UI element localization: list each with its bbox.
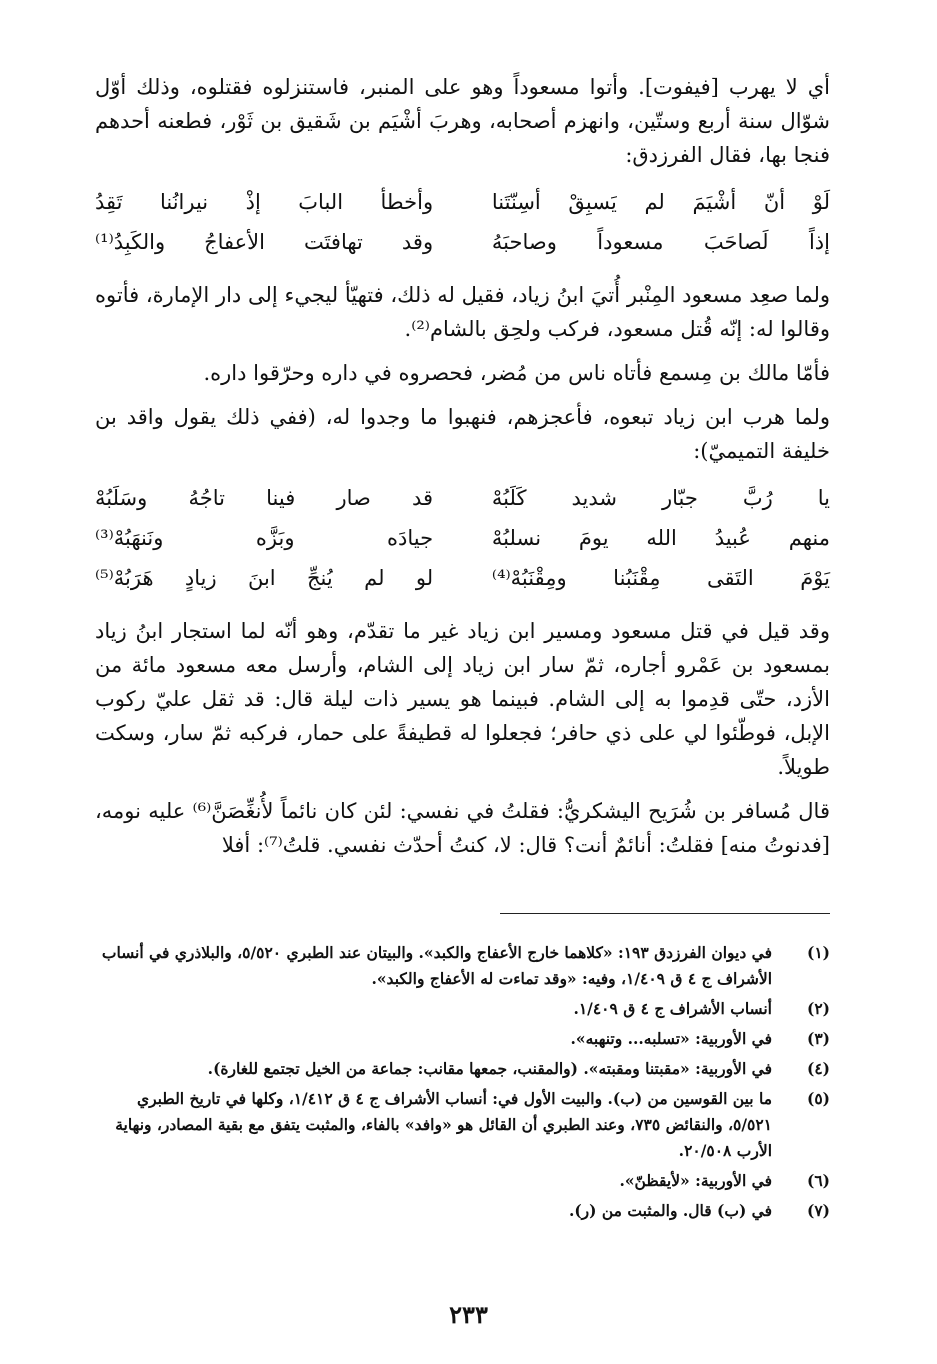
verse-line bbox=[95, 222, 830, 262]
footnote bbox=[95, 1026, 830, 1052]
main-text bbox=[95, 70, 830, 872]
poem-farazdaq bbox=[95, 182, 830, 262]
verse-second-hemistich: قد صار فينا تاجُهُ وسَلَبُهْ bbox=[95, 486, 434, 510]
verse-second-hemistich: لو لم يُنجِّ ابنَ زيادٍ هَرَبُهْ⁽⁵⁾ bbox=[95, 566, 434, 590]
footnote-number: (٦) bbox=[806, 1171, 830, 1190]
verse-line bbox=[95, 478, 830, 518]
paragraph-4: ولما هرب ابن زياد تبعوه، فأعجزهم، فنهبوا ما وجدوا له، (ففي ذلك يقول واقد بن خليفة التميميّ): bbox=[95, 405, 830, 463]
page-number: ٢٣٣ bbox=[449, 1300, 488, 1329]
footnote bbox=[95, 1086, 830, 1164]
footnote-number: (٣) bbox=[806, 1029, 830, 1048]
footnotes bbox=[95, 940, 830, 1228]
paragraph-6: قال مُسافر بن شُرَيح اليشكريُّ: فقلتُ في نفسي: لئن كان نائماً لأُنغِّصَنَّ⁽⁶⁾ عليه نومه، [فدنوتُ منه] فقلتُ: أنائمٌ أنت؟ قال: لا، كنتُ أحدّث نفسي. قلتُ⁽⁷⁾: أفلا bbox=[95, 799, 830, 857]
footnote-number: (٤) bbox=[806, 1059, 830, 1078]
footnote-number: (٥) bbox=[806, 1089, 830, 1108]
verse-first-hemistich: يا رُبَّ جبّار شديد كَلَبُهْ bbox=[491, 486, 830, 510]
footnote-text: في الأوربية: «تسلبه... وتنهبه». bbox=[570, 1029, 772, 1048]
footnote bbox=[95, 1168, 830, 1194]
footnote-number: (٧) bbox=[806, 1201, 830, 1220]
verse-second-hemistich: وأخطأ البابَ إذْ نيرانُنا تَقِدُ bbox=[95, 190, 434, 214]
footnote-divider bbox=[500, 913, 830, 914]
paragraph-3: فأمّا مالك بن مِسمع فأتاه ناس من مُضر، فحصروه في داره وحرّقوا داره. bbox=[203, 361, 830, 385]
footnote bbox=[95, 1056, 830, 1082]
verse-first-hemistich: منهم عُبيدُ الله يومَ نسلبُهْ bbox=[491, 526, 830, 550]
verse-first-hemistich: إذاً لَصاحَبَ مسعوداً وصاحبَهُ bbox=[491, 230, 830, 254]
footnote-text: في ديوان الفرزدق ١٩٣: «كلاهما خارج الأعفاج والكبد». والبيتان عند الطبري ٥/٥٢٠، والبلاذري في أنساب الأشراف ج ٤ ق ١/٤٠٩، وفيه: «وقد تماءت له الأعفاج والكبد». bbox=[101, 943, 772, 988]
footnote-number: (٢) bbox=[806, 999, 830, 1018]
verse-line bbox=[95, 518, 830, 558]
verse-line bbox=[95, 182, 830, 222]
verse-second-hemistich: جيادَه وبَزَّه ونَنهَبُهْ⁽³⁾ bbox=[95, 526, 434, 550]
footnote bbox=[95, 996, 830, 1022]
footnote-text: في (ب) قال. والمثبت من (ر). bbox=[568, 1201, 772, 1220]
poem-waqid bbox=[95, 478, 830, 598]
footnote-text: ما بين القوسين من (ب). والبيت الأول في: أنساب الأشراف ج ٤ ق ١/٤١٢، وكلها في تاريخ الطبري ٥/٥٢١، والنقائض ٧٣٥، وعند الطبري أن القائل هو «وافد» بالفاء، والمثبت يتفق مع بقية المصادر، ونهاية الأرب ٢٠/٥٠٨. bbox=[115, 1089, 772, 1160]
verse-first-hemistich: يَوْمَ التَقى مِقْنَبُنا ومِقْنَبُهْ⁽⁴⁾ bbox=[491, 566, 830, 590]
footnote bbox=[95, 940, 830, 992]
paragraph-5: وقد قيل في قتل مسعود ومسير ابن زياد غير ما تقدّم، وهو أنّه لما استجار ابنُ زياد بمسعود بن عَمْرو أجاره، ثمّ سار ابن زياد إلى الشام، وأرسل معه مسعود مائة من الأزد، حتّى قدِموا به إلى الشام. فبينما هو يسير ذات ليلة قال: قد ثقل عليّ ركوب الإبل، فوطّئوا لي على ذي حافر؛ فجعلوا له قطيفةً على حمار، فركبه ثمّ سار، وسكت طويلاً. bbox=[95, 619, 830, 779]
footnote-number: (١) bbox=[806, 943, 830, 962]
verse-line bbox=[95, 558, 830, 598]
footnote-text: في الأوربية: «مقبتنا ومقبته». (والمقنب، جمعها مقانب: جماعة من الخيل تجتمع للغارة). bbox=[207, 1059, 772, 1078]
verse-second-hemistich: وقد تهافتَت الأعفاجُ والكَبِدُ⁽¹⁾ bbox=[95, 230, 434, 254]
footnote-text: في الأوربية: «لأيقظنّ». bbox=[619, 1171, 772, 1190]
paragraph-1: أي لا يهرب [فيفوت]. وأتوا مسعوداً وهو على المنبر، فاستنزلوه فقتلوه، وذلك أوّل شوّال سنة أربع وستّين، وانهزم أصحابه، وهربَ أشْيَم بن شَقيق بن ثَوْر، فطعنه أحدهم فنجا بها، فقال الفرزدق: bbox=[95, 75, 830, 167]
footnote bbox=[95, 1198, 830, 1224]
paragraph-2: ولما صعِد مسعود المِنْبر أُتيَ ابنُ زياد، فقيل له ذلك، فتهيّأ ليجيء إلى دار الإمارة، فأتوه وقالوا له: إنّه قُتل مسعود، فركب ولحِق بالشام⁽²⁾. bbox=[95, 283, 830, 341]
verse-first-hemistich: لَوْ أنّ أشْيَمَ لم يَسبِقْ أسِنّتَنا bbox=[491, 190, 830, 214]
footnote-text: أنساب الأشراف ج ٤ ق ١/٤٠٩. bbox=[573, 999, 772, 1018]
